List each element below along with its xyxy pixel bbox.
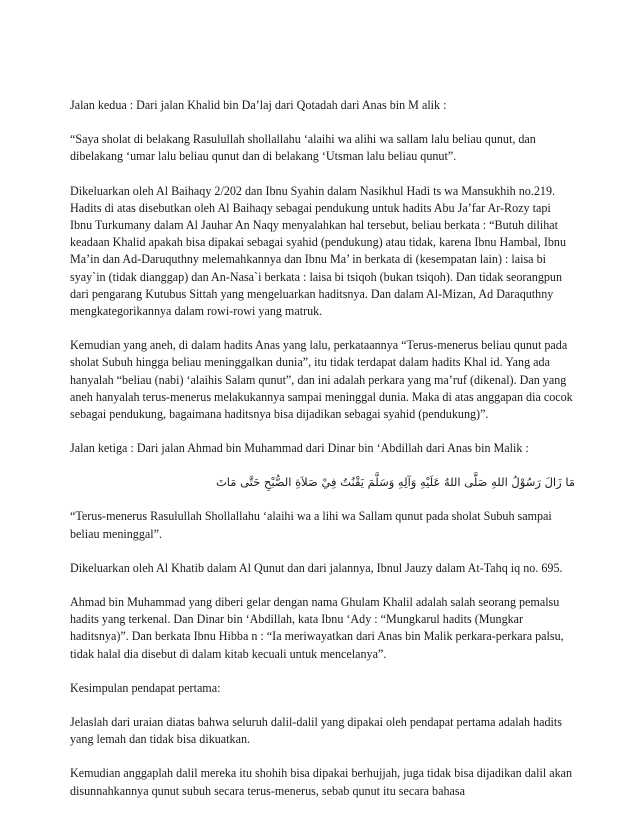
paragraph-khatib-source: Dikeluarkan oleh Al Khatib dalam Al Qunut dan dari jalannya, Ibnul Jauzy dalam At-Tahq iq no. 695.	[70, 560, 563, 575]
arabic-hadith-text: مَا زَالَ رَسُوْلُ اللهِ صَلَّى اللهُ عَلَيْهِ وَآلِهِ وَسَلَّمَ يَقْنُتُ فِيْ صَلاَةِ الصُّبْحِ حَتَّى مَاتَ	[215, 475, 575, 490]
paragraph-hadith-quote: “Saya sholat di belakang Rasulullah shollallahu ‘alaihi wa alihi wa sallam lalu beliau qunut, dan dibelakang ‘umar lalu beliau qunut dan di belakang ‘Utsman lalu beliau qunut”.	[70, 132, 536, 164]
paragraph-kemudian-aneh: Kemudian yang aneh, di dalam hadits Anas yang lalu, perkataannya “Terus-menerus beliau qunut pada sholat Subuh hingga beliau meninggalkan dunia”, itu tidak terdapat dalam hadits Khal id. Yang ada hanyalah “beliau (nabi) ‘alaihis Salam qunut”, dan ini adalah perkara yang ma’ruf (dikenal). Dan yang aneh hanyalah terus-menerus melakukannya sampai meninggal dunia. Maka di atas anggapan dia cocok sebagai pendukung, bagaimana haditsnya bisa dijadikan sebagai syahid (pendukung)”.	[70, 338, 573, 422]
paragraph-ahmad-muhammad: Ahmad bin Muhammad yang diberi gelar dengan nama Ghulam Khalil adalah salah seorang pemalsu hadits yang terkenal. Dan Dinar bin ‘Abdillah, kata Ibnu ‘Ady : “Mungkarul hadits (Mungkar haditsnya)”. Dan berkata Ibnu Hibba n : “Ia meriwayatkan dari Anas bin Malik perkara-perkara palsu, tidak halal dia disebut di dalam kitab kecuali untuk mencelanya”.	[70, 595, 564, 661]
paragraph-jalan-ketiga: Jalan ketiga : Dari jalan Ahmad bin Muhammad dari Dinar bin ‘Abdillah dari Anas bin Malik :	[70, 441, 529, 456]
paragraph-jelaslah: Jelaslah dari uraian diatas bahwa seluruh dalil-dalil yang dipakai oleh pendapat pertama adalah hadits yang lemah dan tidak bisa dikuatkan.	[70, 715, 562, 747]
paragraph-translation-quote: “Terus-menerus Rasulullah Shollallahu ‘alaihi wa a lihi wa Sallam qunut pada sholat Subuh sampai beliau meninggal”.	[70, 509, 552, 541]
paragraph-baihaqy-commentary: Dikeluarkan oleh Al Baihaqy 2/202 dan Ibnu Syahin dalam Nasikhul Hadi ts wa Mansukhih no.219. Hadits di atas disebutkan oleh Al Baihaqy sebagai pendukung untuk hadits Abu Ja’far Ar-Rozy tapi Ibnu Turkumany dalam Al Jauhar An Naqy menyalahkan hal tersebut, beliau berkata : “Butuh dilihat keadaan Khalid apakah bisa dipakai sebagai syahid (pendukung) atau tidak, karena Ibnu Hambal, Ibnu Ma’in dan Ad-Daruquthny melemahkannya dan Ibnu Ma’ in berkata di (kesempatan lain) : laisa bi syay`in (tidak dianggap) dan An-Nasa`i berkata : laisa bi tsiqoh (bukan tsiqoh). Dan tidak seorangpun dari pengarang Kutubus Sittah yang mengeluarkan haditsnya. Dan dalam Al-Mizan, Ad Daraquthny mengkategorikannya dalam rowi-rowi yang matruk.	[70, 183, 567, 319]
paragraph-kemudian-anggaplah: Kemudian anggaplah dalil mereka itu shohih bisa dipakai berhujjah, juga tidak bisa dijadikan dalil akan disunnahkannya qunut subuh secara terus-menerus, sebab qunut itu secara bahasa	[70, 766, 573, 798]
paragraph-kesimpulan-heading: Kesimpulan pendapat pertama:	[70, 680, 221, 695]
document-body	[70, 97, 575, 817]
paragraph-jalan-kedua: Jalan kedua : Dari jalan Khalid bin Da’laj dari Qotadah dari Anas bin M alik :	[70, 98, 447, 112]
